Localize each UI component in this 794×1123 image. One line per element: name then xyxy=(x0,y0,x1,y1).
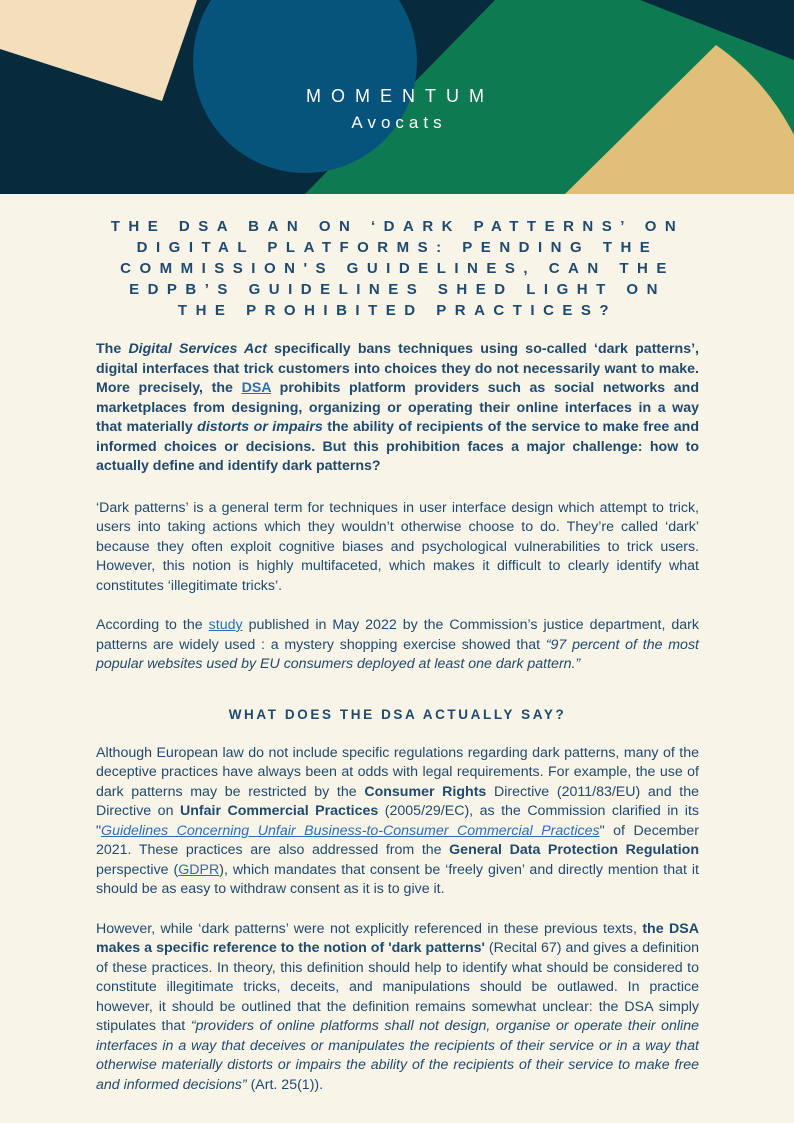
intro-text-1: The xyxy=(96,341,129,357)
intro-dsa-name: Digital Services Act xyxy=(128,341,267,357)
intro-text-4: the ability of recipients of the service to make free and informed choices or decisions. But this prohibition faces a major challenge: how to actually define and identify dark patterns? xyxy=(96,419,699,474)
unfair-practices-bold: Unfair Commercial Practices xyxy=(179,803,379,819)
law-text-3: (2005/29/EC), as the Commission clarified in its " xyxy=(96,803,699,839)
page-title: THE DSA BAN ON ‘DARK PATTERNS’ ON DIGITAL PLATFORMS: PENDING THE COMMISSION'S GUIDELINES, CAN THE EDPB’S GUIDELINES SHED LIGHT ON THE PROHIBITED PRACTICES? xyxy=(110,218,685,319)
dsa-reference-bold: the DSA makes a specific reference to the notion of 'dark patterns' xyxy=(96,920,699,956)
consumer-rights-bold: Consumer Rights xyxy=(364,783,487,800)
dsa-text-2: (Recital 67) and gives a definition of these practices. In theory, this definition should help to identify what should be considered to constitute illegitimate tricks, deceits, and manipulations should be outlawed. In practice however, it should be outlined that the definition remains somewhat unclear: the DSA simply stipulates that xyxy=(96,940,699,1034)
dark-patterns-definition: ‘Dark patterns’ is a general term for techniques in user interface design which attempt to trick, users into taking actions which they wouldn’t otherwise choose to do. They’re called ‘dark’ because they often exploit cognitive biases and psychological vulnerabilities to trick users. However, this notion is highly multifaceted, which makes it difficult to clearly identify what constitutes ‘illegitimate tricks’. xyxy=(96,499,699,594)
gdpr-bold: General Data Protection Regulation xyxy=(449,842,699,858)
dsa-link[interactable]: DSA xyxy=(241,380,272,396)
law-text-2: Directive (2011/83/EU) and the Directive on xyxy=(96,783,699,819)
header-banner xyxy=(0,0,794,194)
brand-logo xyxy=(0,86,794,133)
study-quote: “97 percent of the most popular websites used by EU consumers deployed at least one dark pattern.” xyxy=(96,636,699,672)
dsa-text-1: However, while ‘dark patterns’ were not explicitly referenced in these previous texts, xyxy=(96,920,643,937)
brand-subtitle: Avocats xyxy=(351,113,447,132)
intro-paragraph xyxy=(96,340,699,477)
dsa-quote: “providers of online platforms shall not design, organise or operate their online interfaces in a way that deceives or manipulates the recipients of their service or in a way that otherwise materially distorts or impairs the ability of the recipients of their service to make free and informed decisions” xyxy=(96,1018,699,1093)
law-text-1: Although European law do not include specific regulations regarding dark patterns, many of the deceptive practices have always been at odds with legal requirements. For example, the use of dark patterns may be restricted by the xyxy=(96,744,699,800)
section-heading: WHAT DOES THE DSA ACTUALLY SAY? xyxy=(228,706,567,722)
law-text-6: ), which mandates that consent be ‘freely given’ and directly mention that it should be as easy to withdraw consent as it is to give it. xyxy=(96,861,699,897)
guidelines-link[interactable]: Guidelines Concerning Unfair Business-to-Consumer Commercial Practices xyxy=(101,822,600,839)
intro-emphasis: distorts or impairs xyxy=(197,419,323,435)
study-text-1: According to the xyxy=(96,617,209,633)
study-link[interactable]: study xyxy=(208,617,243,633)
dsa-text-3: (Art. 25(1)). xyxy=(246,1076,324,1093)
law-text-5: perspective ( xyxy=(96,861,179,878)
intro-text-2: specifically bans techniques using so-called ‘dark patterns’, digital interfaces that trick customers into choices they do not necessarily want to make. More precisely, the xyxy=(96,341,699,396)
study-paragraph xyxy=(96,616,699,675)
brand-name: MOMENTUM xyxy=(306,86,494,106)
dsa-definition-paragraph xyxy=(96,920,699,1096)
intro-text-3: prohibits platform providers such as social networks and marketplaces from designing, organizing or operating their online interfaces in a way that materially xyxy=(96,380,700,435)
study-text-2: published in May 2022 by the Commission’s justice department, dark patterns are widely used : a mystery shopping exercise showed that xyxy=(96,617,699,653)
gdpr-link[interactable]: GDPR xyxy=(178,861,220,878)
article-body xyxy=(96,340,699,1115)
law-text-4: " of December 2021. These practices are also addressed from the xyxy=(96,822,699,858)
european-law-paragraph xyxy=(96,744,699,900)
